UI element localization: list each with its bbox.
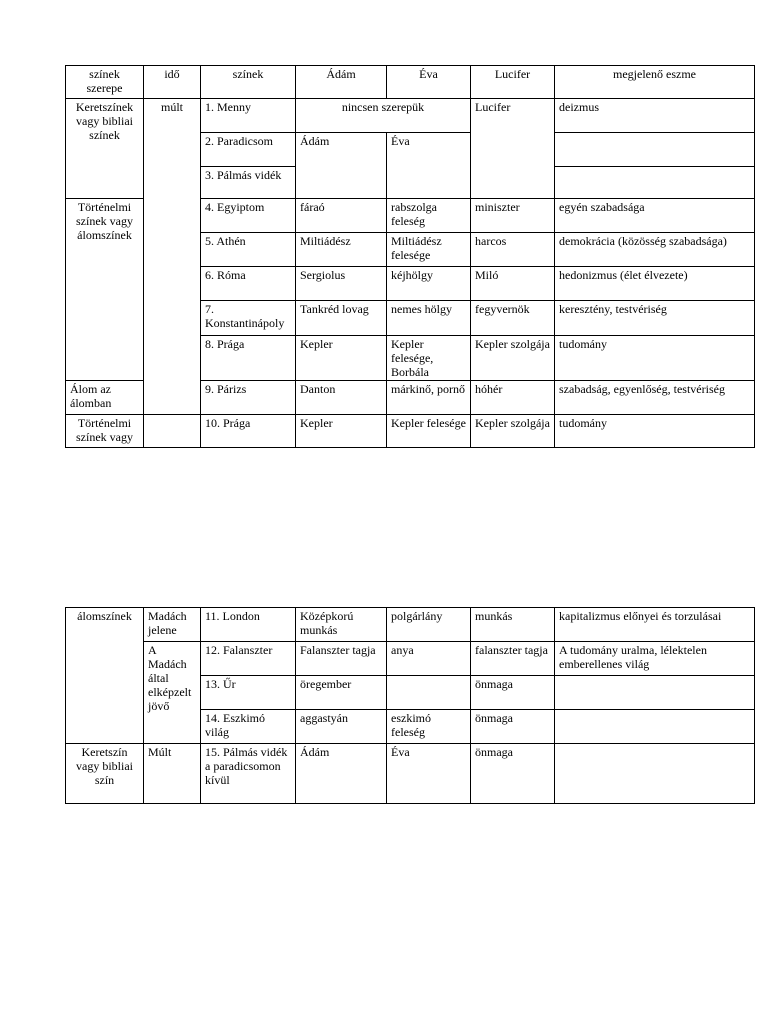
table-row [66, 642, 755, 676]
adam-cell: Tankréd lovag [296, 301, 387, 336]
scene-cell: 7. Konstantinápoly [201, 301, 296, 336]
header-cell-eva: Éva [387, 66, 471, 99]
idea-cell [555, 710, 755, 744]
time-cell: A Madách által elképzelt jövő [144, 642, 201, 744]
scene-cell: 12. Falanszter [201, 642, 296, 676]
eva-cell: nemes hölgy [387, 301, 471, 336]
adam-cell: Danton [296, 381, 387, 415]
idea-cell [555, 676, 755, 710]
role-cell: Keretszín vagy bibliai szín [66, 744, 144, 804]
table-row [66, 415, 755, 448]
idea-cell: tudomány [555, 415, 755, 448]
scene-cell: 1. Menny [201, 99, 296, 133]
idea-cell [555, 744, 755, 804]
lucifer-cell: munkás [471, 608, 555, 642]
lucifer-cell: hóhér [471, 381, 555, 415]
idea-cell: demokrácia (közösség szabadsága) [555, 233, 755, 267]
scene-cell: 2. Paradicsom [201, 133, 296, 167]
idea-cell: A tudomány uralma, lélektelen emberellenes világ [555, 642, 755, 676]
lucifer-cell: önmaga [471, 710, 555, 744]
adam-cell: Miltiádész [296, 233, 387, 267]
scene-cell: 15. Pálmás vidék a paradicsomon kívül [201, 744, 296, 804]
lucifer-cell: Miló [471, 267, 555, 301]
scene-cell: 6. Róma [201, 267, 296, 301]
scene-cell: 8. Prága [201, 336, 296, 381]
idea-cell: egyén szabadsága [555, 199, 755, 233]
table-row [66, 99, 755, 133]
lucifer-cell: Lucifer [471, 99, 555, 199]
header-cell-scenes: színek [201, 66, 296, 99]
role-cell: álomszínek [66, 608, 144, 744]
eva-cell: kéjhölgy [387, 267, 471, 301]
role-cell: Történelmi színek vagy álomszínek [66, 199, 144, 381]
adam-cell: Középkorú munkás [296, 608, 387, 642]
scene-cell: 10. Prága [201, 415, 296, 448]
idea-cell: deizmus [555, 99, 755, 133]
eva-cell: rabszolga feleség [387, 199, 471, 233]
time-cell: múlt [144, 99, 201, 415]
scene-cell: 14. Eszkimó világ [201, 710, 296, 744]
idea-cell [555, 133, 755, 167]
role-cell: Álom az álomban [66, 381, 144, 415]
lucifer-cell: fegyvernök [471, 301, 555, 336]
idea-cell [555, 167, 755, 199]
lucifer-cell: miniszter [471, 199, 555, 233]
adam-cell: fáraó [296, 199, 387, 233]
adam-cell: aggastyán [296, 710, 387, 744]
idea-cell: keresztény, testvériség [555, 301, 755, 336]
scene-cell: 4. Egyiptom [201, 199, 296, 233]
table-header-row [66, 66, 755, 99]
adam-cell: Sergiolus [296, 267, 387, 301]
role-cell: Történelmi színek vagy [66, 415, 144, 448]
eva-cell: eszkimó feleség [387, 710, 471, 744]
adam-cell: Ádám [296, 744, 387, 804]
time-cell [144, 415, 201, 448]
scene-cell: 13. Űr [201, 676, 296, 710]
lucifer-cell: falanszter tagja [471, 642, 555, 676]
scene-cell: 11. London [201, 608, 296, 642]
header-cell-role: színek szerepe [66, 66, 144, 99]
eva-cell: Miltiádész felesége [387, 233, 471, 267]
table-row [66, 608, 755, 642]
scenes-table-part-2 [65, 607, 755, 804]
table-row [66, 744, 755, 804]
idea-cell: kapitalizmus előnyei és torzulásai [555, 608, 755, 642]
role-cell: Keretszínek vagy bibliai színek [66, 99, 144, 199]
idea-cell: tudomány [555, 336, 755, 381]
lucifer-cell: önmaga [471, 744, 555, 804]
idea-cell: szabadság, egyenlőség, testvériség [555, 381, 755, 415]
scene-cell: 3. Pálmás vidék [201, 167, 296, 199]
header-cell-adam: Ádám [296, 66, 387, 99]
lucifer-cell: önmaga [471, 676, 555, 710]
eva-cell: márkinő, pornő [387, 381, 471, 415]
header-cell-time: idő [144, 66, 201, 99]
adam-cell: Falanszter tagja [296, 642, 387, 676]
eva-cell: Éva [387, 133, 471, 199]
scenes-table-part-1 [65, 65, 755, 448]
time-cell: Madách jelene [144, 608, 201, 642]
eva-cell: polgárlány [387, 608, 471, 642]
eva-cell: anya [387, 642, 471, 676]
eva-cell: Kepler felesége, Borbála [387, 336, 471, 381]
eva-cell: Kepler felesége [387, 415, 471, 448]
adam-cell: öregember [296, 676, 387, 710]
adam-eva-merged-cell: nincsen szerepük [296, 99, 471, 133]
header-cell-idea: megjelenő eszme [555, 66, 755, 99]
adam-cell: Kepler [296, 336, 387, 381]
adam-cell: Ádám [296, 133, 387, 199]
eva-cell: Éva [387, 744, 471, 804]
eva-cell [387, 676, 471, 710]
header-cell-lucifer: Lucifer [471, 66, 555, 99]
lucifer-cell: Kepler szolgája [471, 415, 555, 448]
scene-cell: 9. Párizs [201, 381, 296, 415]
lucifer-cell: Kepler szolgája [471, 336, 555, 381]
idea-cell: hedonizmus (élet élvezete) [555, 267, 755, 301]
time-cell: Múlt [144, 744, 201, 804]
adam-cell: Kepler [296, 415, 387, 448]
lucifer-cell: harcos [471, 233, 555, 267]
scene-cell: 5. Athén [201, 233, 296, 267]
